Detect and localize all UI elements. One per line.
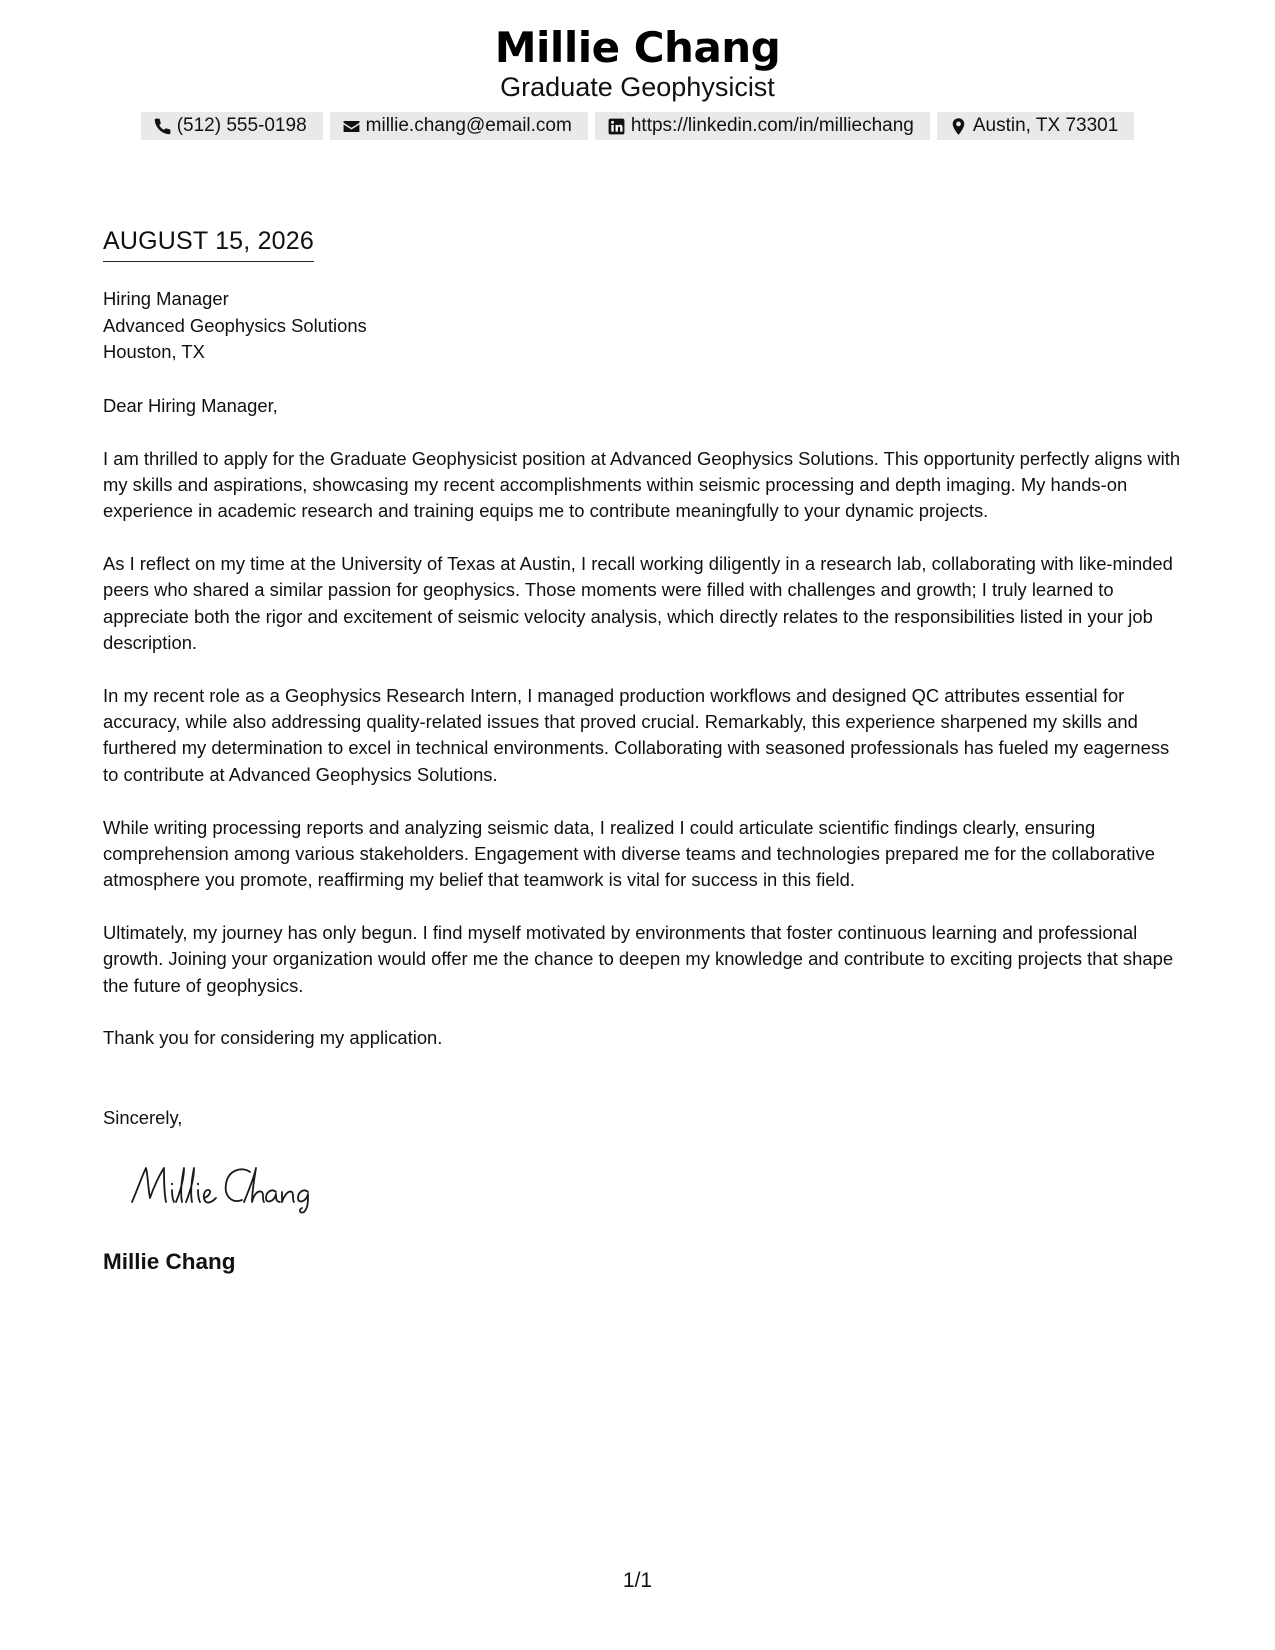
recipient-line: Advanced Geophysics Solutions: [103, 314, 367, 336]
contact-bar: [0, 112, 1275, 140]
contact-linkedin[interactable]: [595, 112, 930, 140]
closing: Sincerely,: [103, 1107, 183, 1128]
body-paragraph: While writing processing reports and analyzing seismic data, I realized I could articulate scientific findings clearly, ensuring comprehension among various stakeholders. Engagement with diverse teams and technologies prepared me for the collaborative atmosphere you promote, reaffirming my belief that teamwork is vital for success in this field.: [103, 816, 1155, 891]
letter-date: AUGUST 15, 2026: [103, 226, 314, 262]
contact-location-text: Austin, TX 73301: [972, 115, 1119, 136]
job-title: Graduate Geophysicist: [500, 72, 775, 102]
phone-icon: [153, 116, 173, 136]
linkedin-icon: [607, 116, 627, 136]
letter-body: [103, 393, 1183, 1078]
contact-email[interactable]: [330, 112, 588, 140]
contact-location: [937, 112, 1134, 140]
signature-image: [128, 1158, 348, 1214]
body-paragraph: I am thrilled to apply for the Graduate Geophysicist position at Advanced Geophysics Solutions. This opportunity perfectly aligns with my skills and aspirations, showcasing my recent accomplishments within seismic processing and depth imaging. My hands-on experience in academic research and training equips me to contribute meaningfully to your dynamic projects.: [103, 447, 1181, 522]
contact-email-text: millie.chang@email.com: [365, 115, 572, 136]
contact-phone-text: (512) 555-0198: [176, 115, 307, 136]
recipient-block: [103, 286, 367, 366]
contact-phone: [141, 112, 323, 140]
letter-header: [0, 22, 1275, 140]
recipient-line: Hiring Manager: [103, 288, 229, 309]
body-paragraph: As I reflect on my time at the University of Texas at Austin, I recall working diligently in a research lab, collaborating with like-minded peers who shared a similar passion for geophysics. Those moments were filled with challenges and growth; I truly learned to appreciate both the rigor and excitement of seismic velocity analysis, which directly relates to the responsibilities listed in your job description.: [103, 553, 1173, 654]
signer-name: Millie Chang: [103, 1249, 236, 1274]
body-paragraph: In my recent role as a Geophysics Research Intern, I managed production workflows and designed QC attributes essential for accuracy, while also addressing quality-related issues that proved crucial. Remarkably, this experience sharpened my skills and furthered my determination to excel in technical environments. Collaborating with seasoned professionals has fueled my eagerness to contribute at Advanced Geophysics Solutions.: [103, 684, 1170, 785]
applicant-name: Millie Chang: [494, 23, 781, 72]
page-number: 1/1: [622, 1569, 653, 1592]
recipient-line: Houston, TX: [103, 341, 205, 362]
body-paragraph: Thank you for considering my application.: [103, 1027, 443, 1049]
map-marker-icon: [949, 116, 969, 136]
body-paragraph: Ultimately, my journey has only begun. I find myself motivated by environments that foster continuous learning and professional growth. Joining your organization would offer me the chance to deepen my knowledge and contribute to exciting projects that shape the future of geophysics.: [103, 921, 1174, 996]
salutation: Dear Hiring Manager,: [103, 395, 278, 416]
contact-linkedin-text: https://linkedin.com/in/milliechang: [630, 115, 914, 136]
envelope-icon: [342, 116, 362, 136]
